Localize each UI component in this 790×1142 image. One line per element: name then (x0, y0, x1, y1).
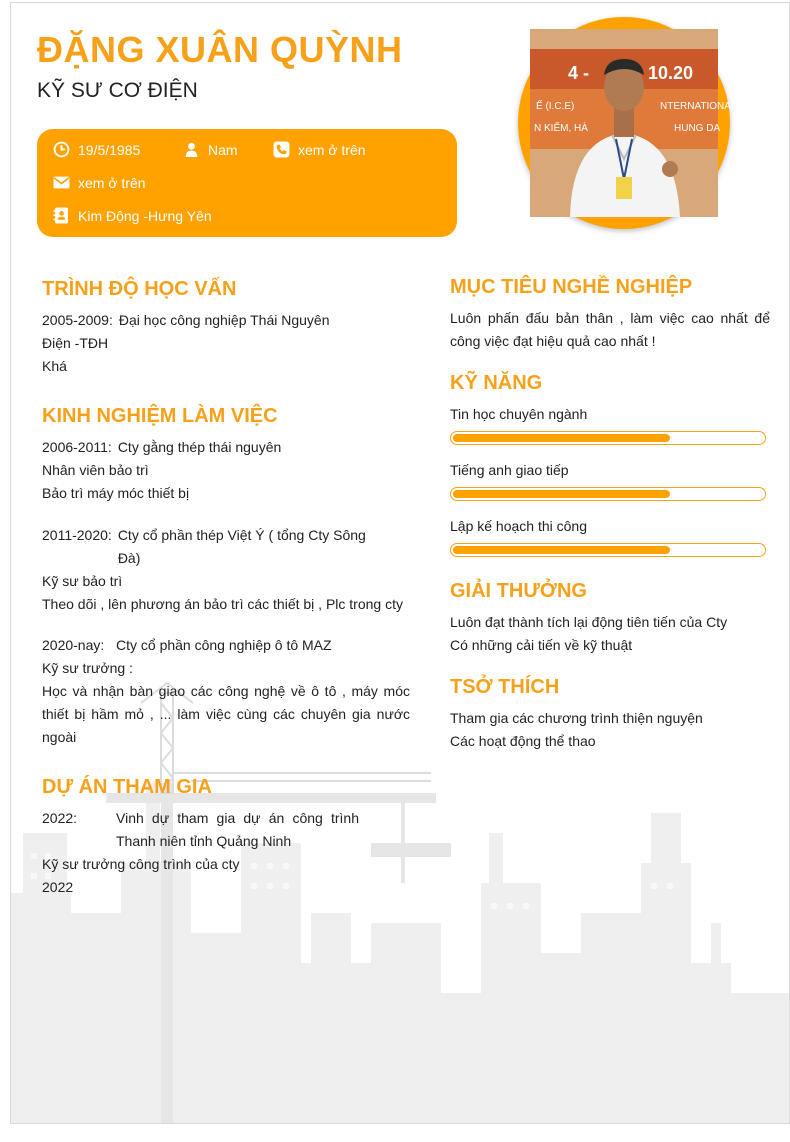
awards-title: GIẢI THƯỞNG (450, 580, 587, 602)
skill-label: Tin học chuyên ngành (450, 406, 588, 422)
entry-date: 2006-2011: (42, 439, 112, 455)
experience-title: KINH NGHIỆM LÀM VIỆC (42, 405, 278, 427)
project-entry (42, 807, 362, 899)
contact-book-icon (53, 207, 70, 224)
projects-title: DỰ ÁN THAM GIA (42, 776, 212, 798)
entry-heading (42, 634, 410, 657)
entry-desc: Cty cổ phần thép Việt Ý ( tổng Cty Sông Đà) (117, 527, 366, 566)
experience-entry (42, 634, 410, 749)
address-item (53, 207, 212, 224)
entry-heading (42, 524, 412, 570)
gender-text: Nam (208, 141, 238, 158)
entry-heading (42, 436, 412, 459)
avatar-frame (518, 17, 737, 229)
entry-line: Học và nhận bàn giao các công nghệ về ô tô , máy móc thiết bị hầm mỏ , ... làm việc cùng các chuyên gia nước ngoài (42, 683, 410, 745)
profile-photo (530, 29, 737, 217)
hobby-item: Các hoạt động thể thao (450, 733, 596, 749)
clock-icon (53, 141, 70, 158)
entry-line: Điện -TĐH (42, 335, 109, 351)
banner-text-right: 10.20 (648, 63, 694, 83)
entry-desc: Cty gằng thép thái nguyên (117, 439, 282, 455)
cv-page (10, 2, 790, 1124)
entry-line: Khá (42, 358, 67, 374)
entry-heading (42, 309, 342, 332)
award-item: Luôn đạt thành tích lại động tiên tiến của Cty (450, 614, 728, 630)
skill-bar (450, 543, 766, 557)
user-icon (183, 141, 200, 158)
award-item: Có những cải tiến về kỹ thuật (450, 637, 633, 653)
skill-bar-fill (453, 490, 670, 498)
skill-bar (450, 487, 766, 501)
address-text: Kim Động -Hưng Yên (78, 207, 212, 224)
hobbies-title: TSỞ THÍCH (450, 676, 560, 698)
entry-desc: Cty cổ phần công nghiệp ô tô MAZ (116, 637, 332, 653)
skill-bar (450, 431, 766, 445)
hobby-item: Tham gia các chương trình thiện nguyện (450, 710, 703, 726)
skill-label: Tiếng anh giao tiếp (450, 462, 569, 478)
contact-info-box (37, 129, 457, 237)
objective-title: MỤC TIÊU NGHỀ NGHIỆP (450, 276, 693, 298)
banner-text-left: 4 - (568, 63, 590, 83)
entry-heading (42, 807, 362, 853)
entry-date: 2005-2009: (42, 312, 113, 328)
phone-icon (273, 141, 290, 158)
email-item (53, 174, 146, 191)
sign-text-row2-left: N KIỂM, HÀ (534, 123, 588, 134)
entry-desc: Vinh dự tham gia dự án công trình Thanh niên tỉnh Quảng Ninh (116, 810, 359, 849)
experience-entry (42, 436, 412, 505)
sign-text-row2-right: HUNG DA (674, 123, 721, 134)
sign-text-left: Ế (I.C.E) (536, 101, 575, 112)
phone-text: xem ở trên (298, 141, 366, 158)
skill-bar-fill (453, 434, 670, 442)
entry-line: Kỹ sư trưởng công trình của cty (42, 856, 240, 872)
skill-bar-fill (453, 546, 670, 554)
skills-title: KỸ NĂNG (450, 372, 543, 394)
objective-text: Luôn phấn đấu bản thân , làm việc cao nhất để công việc đạt hiệu quả cao nhất ! (450, 310, 770, 349)
awards-list (450, 611, 770, 657)
sign-text-right: NTERNATIONAL (660, 101, 737, 112)
entry-line: 2022 (42, 879, 74, 895)
education-entry (42, 309, 342, 378)
gender-item (183, 141, 238, 158)
entry-line: Nhân viên bảo trì (42, 462, 149, 478)
entry-date: 2020-nay: (42, 637, 105, 653)
entry-date: 2011-2020: (42, 527, 112, 543)
entry-line: Kỹ sư bảo trì (42, 573, 123, 589)
skill-label: Lập kế hoạch thi công (450, 518, 587, 534)
education-title: TRÌNH ĐỘ HỌC VẤN (42, 278, 237, 300)
avatar (530, 29, 737, 217)
envelope-icon (53, 174, 70, 191)
email-text: xem ở trên (78, 174, 146, 191)
entry-line: Theo dõi , lên phương án bảo trì các thiết bị , Plc trong cty (42, 596, 403, 612)
phone-item (273, 141, 366, 158)
candidate-name: ĐẶNG XUÂN QUỲNH (37, 29, 403, 70)
experience-entry (42, 524, 412, 616)
entry-desc: Đại học công nghiệp Thái Nguyên (118, 312, 330, 328)
entry-line: Bảo trì máy móc thiết bị (42, 485, 190, 501)
birthday-item (53, 141, 140, 158)
entry-line: Kỹ sư trưởng : (42, 660, 133, 676)
job-title: KỸ SƯ CƠ ĐIỆN (37, 79, 198, 102)
hobbies-list (450, 707, 770, 753)
birthday-text: 19/5/1985 (78, 141, 141, 158)
entry-date: 2022: (42, 810, 78, 826)
